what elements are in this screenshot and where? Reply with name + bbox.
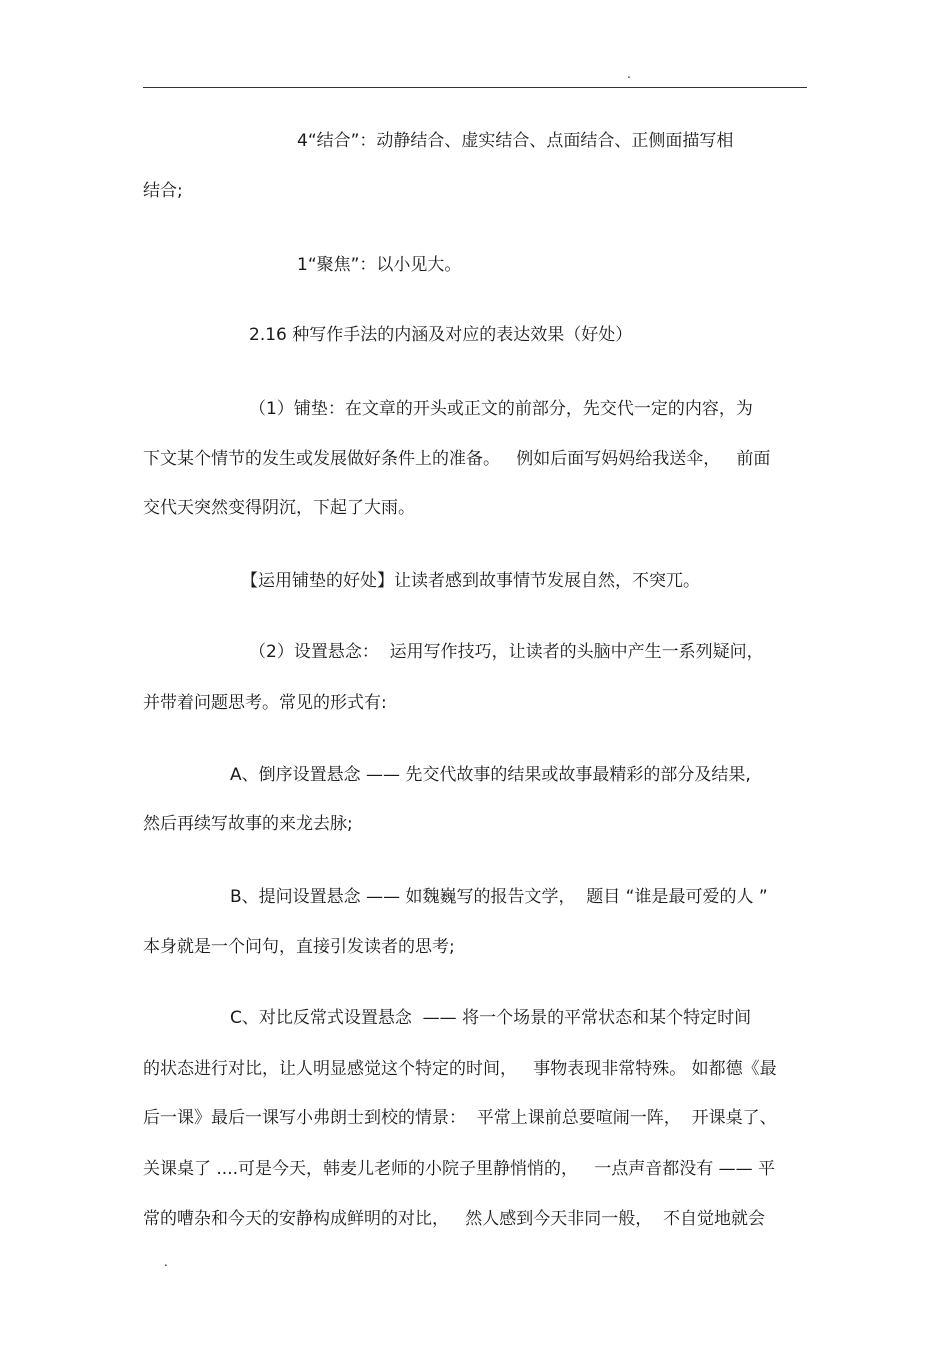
body-line: 【运用铺垫的好处】让读者感到故事情节发展自然，不突兀。 xyxy=(241,571,700,591)
body-line: 后一课》最后一课写小弗朗士到校的情景： 平常上课前总要喧闹一阵， 开课桌了、 xyxy=(143,1108,777,1128)
body-line: 关课桌了 ....可是今天，韩麦儿老师的小院子里静悄悄的， 一点声音都没有 —— 平 xyxy=(143,1159,776,1179)
body-line: 常的嘈杂和今天的安静构成鲜明的对比， 然人感到今天非同一般， 不自觉地就会 xyxy=(143,1209,766,1229)
body-line: 本身就是一个问句，直接引发读者的思考; xyxy=(143,937,455,957)
body-line: 然后再续写故事的来龙去脉; xyxy=(143,814,353,834)
body-line: 交代天突然变得阴沉，下起了大雨。 xyxy=(143,498,415,518)
body-line: C、对比反常式设置悬念 —— 将一个场景的平常状态和某个特定时间 xyxy=(230,1008,752,1028)
header-rule xyxy=(143,87,807,88)
body-line: 的状态进行对比，让人明显感觉这个特定的时间， 事物表现非常特殊。 如都德《最 xyxy=(143,1059,777,1079)
body-line: B、提问设置悬念 —— 如魏巍写的报告文学， 题目 “谁是最可爱的人 ” xyxy=(230,887,768,907)
body-line: （1）铺垫：在文章的开头或正文的前部分，先交代一定的内容，为 xyxy=(249,399,753,419)
body-line: 下文某个情节的发生或发展做好条件上的准备。 例如后面写妈妈给我送伞， 前面 xyxy=(143,449,771,469)
header-mark: . xyxy=(627,67,631,81)
section-heading: 2.16 种写作手法的内涵及对应的表达效果（好处） xyxy=(249,325,633,345)
body-line: A、倒序设置悬念 —— 先交代故事的结果或故事最精彩的部分及结果, xyxy=(230,765,751,785)
body-line: （2）设置悬念： 运用写作技巧，让读者的头脑中产生一系列疑问， xyxy=(249,642,764,662)
body-line: 4“结合”：动静结合、虚实结合、点面结合、正侧面描写相 xyxy=(297,131,734,151)
footer-mark: . xyxy=(164,1255,168,1269)
body-line: 1“聚焦”：以小见大。 xyxy=(297,255,462,275)
body-line: 并带着问题思考。常见的形式有: xyxy=(143,693,387,713)
body-line: 结合; xyxy=(143,181,183,201)
